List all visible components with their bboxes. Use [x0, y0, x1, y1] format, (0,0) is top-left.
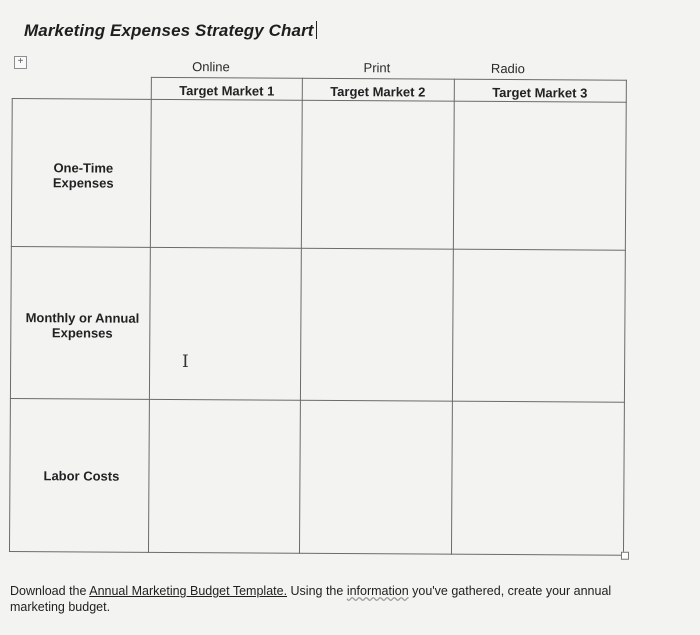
cell-labor-print[interactable]	[300, 401, 452, 554]
table-move-handle-icon[interactable]: +	[14, 56, 27, 69]
strategy-table	[9, 58, 628, 556]
spellcheck-word[interactable]: information	[346, 584, 409, 598]
row-label-monthly-or-annual-expenses: Monthly or Annual Expenses	[25, 310, 140, 341]
column-header-target-market-3[interactable]: Target Market 3	[492, 84, 588, 101]
cell-one-time-radio[interactable]	[454, 102, 626, 250]
column-channel-print: Print	[363, 60, 391, 76]
cell-one-time-print[interactable]	[302, 101, 454, 249]
text-cursor-icon: I	[182, 352, 189, 372]
instructions-text: Download the Annual Marketing Budget Template. Using the information you've gathered, create your annual marketing budget.	[10, 584, 612, 614]
column-header-target-market-1[interactable]: Target Market 1	[179, 83, 275, 99]
cell-monthly-print[interactable]	[301, 249, 453, 401]
text-caret	[316, 21, 317, 39]
cell-monthly-online[interactable]	[150, 248, 301, 400]
page-title[interactable]: Marketing Expenses Strategy Chart	[24, 21, 317, 41]
column-channel-online: Online	[192, 59, 230, 75]
column-header-target-market-2[interactable]: Target Market 2	[330, 83, 426, 100]
row-label-one-time-expenses: One-Time Expenses	[52, 160, 114, 191]
cell-monthly-radio[interactable]	[453, 250, 625, 402]
annual-budget-template-link[interactable]: Annual Marketing Budget Template.	[89, 584, 288, 598]
table-resize-handle[interactable]	[621, 552, 629, 560]
cell-one-time-online[interactable]	[151, 100, 302, 248]
cell-labor-radio[interactable]	[452, 402, 624, 555]
cell-labor-online[interactable]	[149, 400, 300, 553]
column-channel-radio: Radio	[490, 60, 525, 77]
row-label-labor-costs: Labor Costs	[43, 468, 120, 484]
